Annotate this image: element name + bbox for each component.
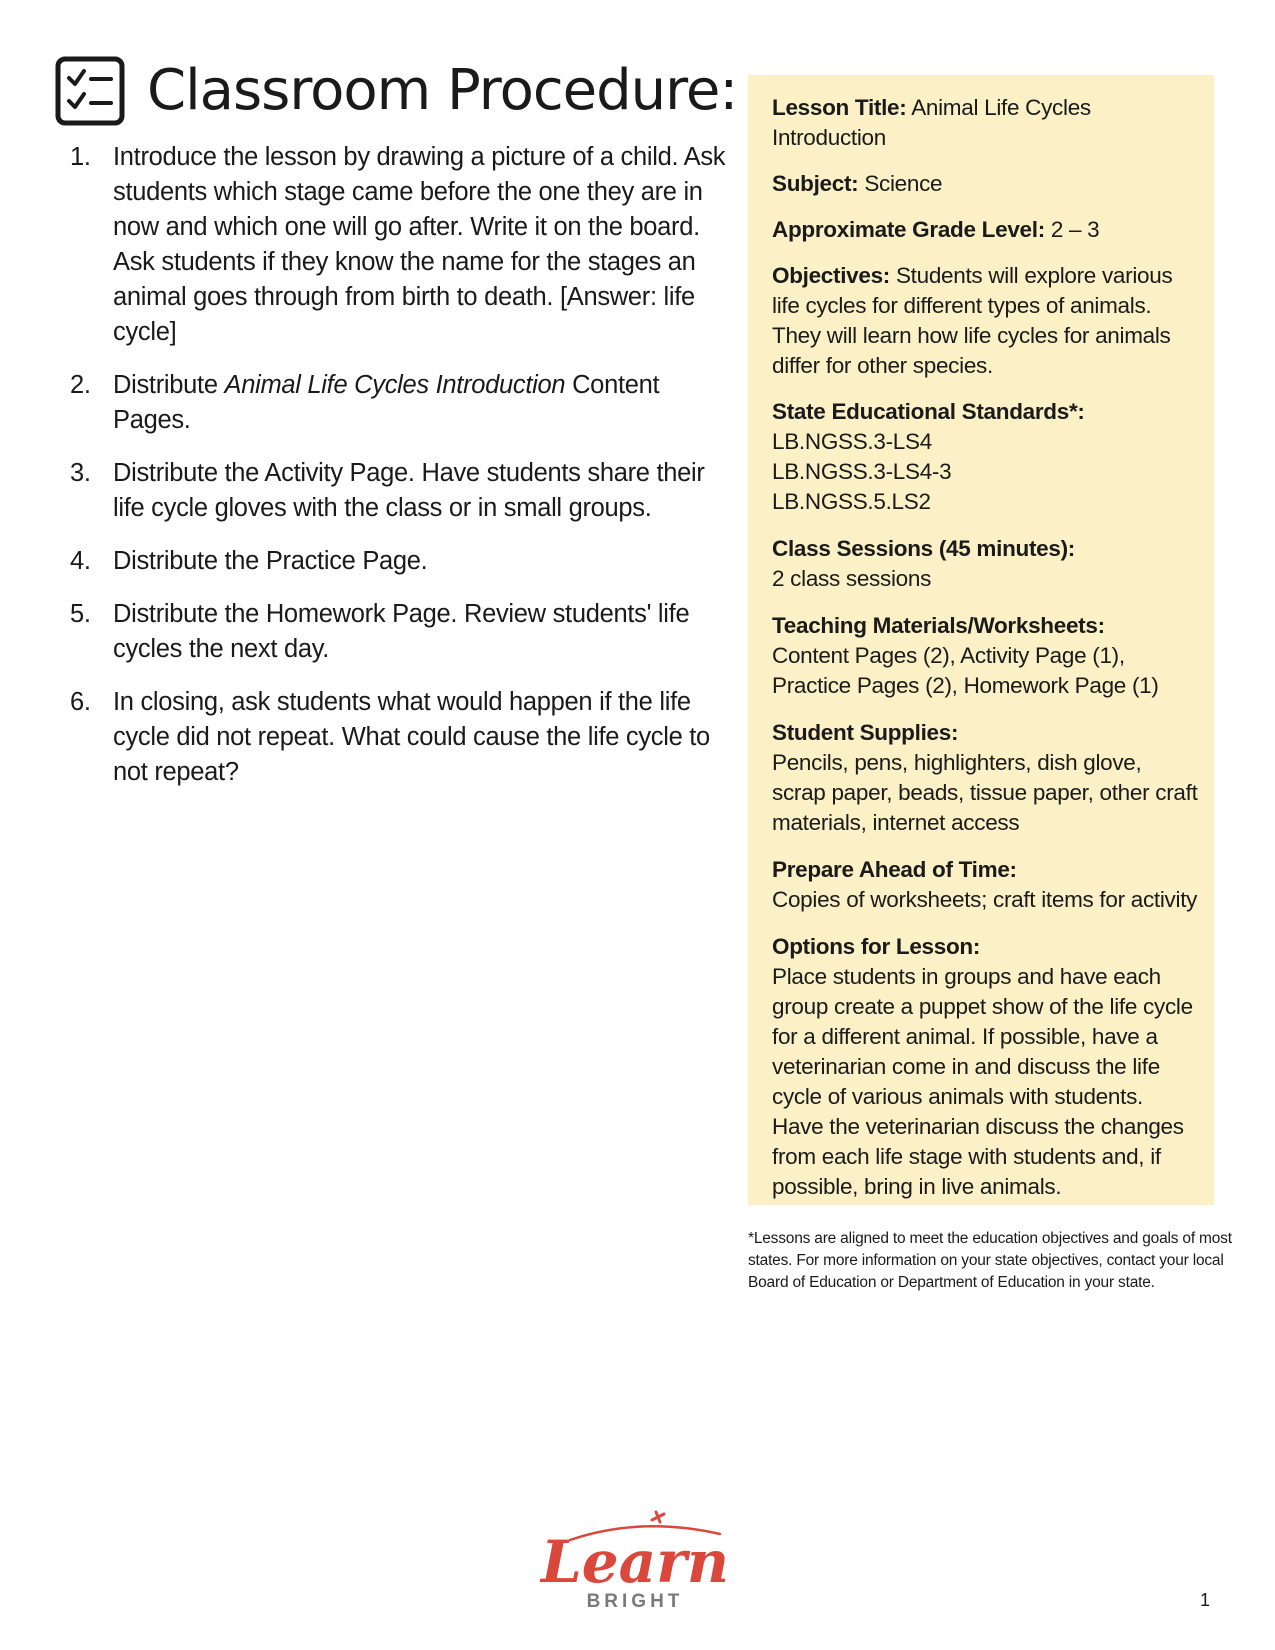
lesson-title-row xyxy=(772,93,1198,153)
lesson-title-label: Lesson Title: xyxy=(772,95,907,120)
materials-label: Teaching Materials/Worksheets: xyxy=(772,613,1105,638)
materials-value: Content Pages (2), Activity Page (1), Practice Pages (2), Homework Page (1) xyxy=(772,643,1159,698)
step-text: Distribute the Practice Page. xyxy=(113,547,428,575)
supplies-value: Pencils, pens, highlighters, dish glove, scrap paper, beads, tissue paper, other craft materials, internet access xyxy=(772,750,1198,835)
step-text: Distribute the Homework Page. Review students' life cycles the next day. xyxy=(113,600,690,663)
objectives-label: Objectives: xyxy=(772,263,891,288)
step-text: Distribute the Activity Page. Have students share their life cycle gloves with the class or in small groups. xyxy=(113,459,705,522)
list-item xyxy=(70,456,730,526)
step-number: 2. xyxy=(70,371,91,399)
list-item xyxy=(70,140,730,350)
subject-row xyxy=(772,169,1198,199)
subject-label: Subject: xyxy=(772,171,859,196)
step-number: 3. xyxy=(70,459,91,487)
supplies-label: Student Supplies: xyxy=(772,720,959,745)
materials-block xyxy=(772,611,1198,701)
options-label: Options for Lesson: xyxy=(772,934,981,959)
step-number: 4. xyxy=(70,547,91,575)
grade-label: Approximate Grade Level: xyxy=(772,217,1045,242)
grade-value: 2 – 3 xyxy=(1050,217,1100,242)
list-item xyxy=(70,685,730,790)
sessions-label: Class Sessions (45 minutes): xyxy=(772,536,1075,561)
learn-bright-logo xyxy=(530,1500,745,1615)
standard-item: LB.NGSS.5.LS2 xyxy=(772,489,931,514)
grade-row xyxy=(772,215,1198,245)
step-text-emphasis: Animal Life Cycles Introduction xyxy=(224,371,566,399)
logo-word: Learn xyxy=(541,1528,729,1596)
step-text: In closing, ask students what would happen if the life cycle did not repeat. What could cause the life cycle to not repeat? xyxy=(113,688,710,786)
supplies-block xyxy=(772,718,1198,838)
standard-item: LB.NGSS.3-LS4 xyxy=(772,429,932,454)
prepare-block xyxy=(772,855,1198,915)
lesson-title-value: Animal Life Cycles Introduction xyxy=(772,95,1091,150)
options-block xyxy=(772,932,1198,1202)
sessions-value: 2 class sessions xyxy=(772,566,932,591)
objectives-value: Students will explore various life cycles for different types of animals. They will learn how life cycles for animals differ for other species. xyxy=(772,263,1173,378)
procedure-list xyxy=(70,140,730,808)
objectives-row xyxy=(772,261,1198,381)
step-text-part: Distribute xyxy=(113,371,225,399)
step-text xyxy=(113,371,659,434)
list-item xyxy=(70,544,730,579)
step-number: 5. xyxy=(70,600,91,628)
step-text-part: Content Pages. xyxy=(113,371,660,434)
step-number: 6. xyxy=(70,688,91,716)
options-value: Place students in groups and have each group create a puppet show of the life cycle for a different animal. If possible, have a veterinarian come in and discuss the life cycle of various animals with students. Have the veterinarian discuss the changes from each life stage with students and, if possible, bring in live animals. xyxy=(772,964,1193,1199)
checklist-icon xyxy=(55,56,125,126)
step-text: Introduce the lesson by drawing a picture of a child. Ask students which stage came before the one they are in now and which one will go after. Write it on the board. Ask students if they know the name for the stages an animal goes through from birth to death. [Answer: life cycle] xyxy=(113,143,726,346)
list-item xyxy=(70,368,730,438)
prepare-value: Copies of worksheets; craft items for activity xyxy=(772,887,1198,912)
standards-block xyxy=(772,397,1198,517)
subject-value: Science xyxy=(864,171,943,196)
logo-star-icon xyxy=(652,1512,664,1522)
standard-item: LB.NGSS.3-LS4-3 xyxy=(772,459,952,484)
step-number: 1. xyxy=(70,143,91,171)
lesson-info-box xyxy=(748,75,1214,1205)
list-item xyxy=(70,597,730,667)
page-title: Classroom Procedure: xyxy=(147,58,738,123)
sessions-block xyxy=(772,534,1198,594)
page-header xyxy=(55,52,738,132)
page-number: 1 xyxy=(1200,1590,1211,1610)
standards-label: State Educational Standards*: xyxy=(772,399,1085,424)
prepare-label: Prepare Ahead of Time: xyxy=(772,857,1017,882)
standards-footnote: *Lessons are aligned to meet the education objectives and goals of most states. For more information on your state objectives, contact your local Board of Education or Department of Education in your state. xyxy=(748,1229,1232,1291)
logo-sub: BRIGHT xyxy=(586,1591,684,1612)
